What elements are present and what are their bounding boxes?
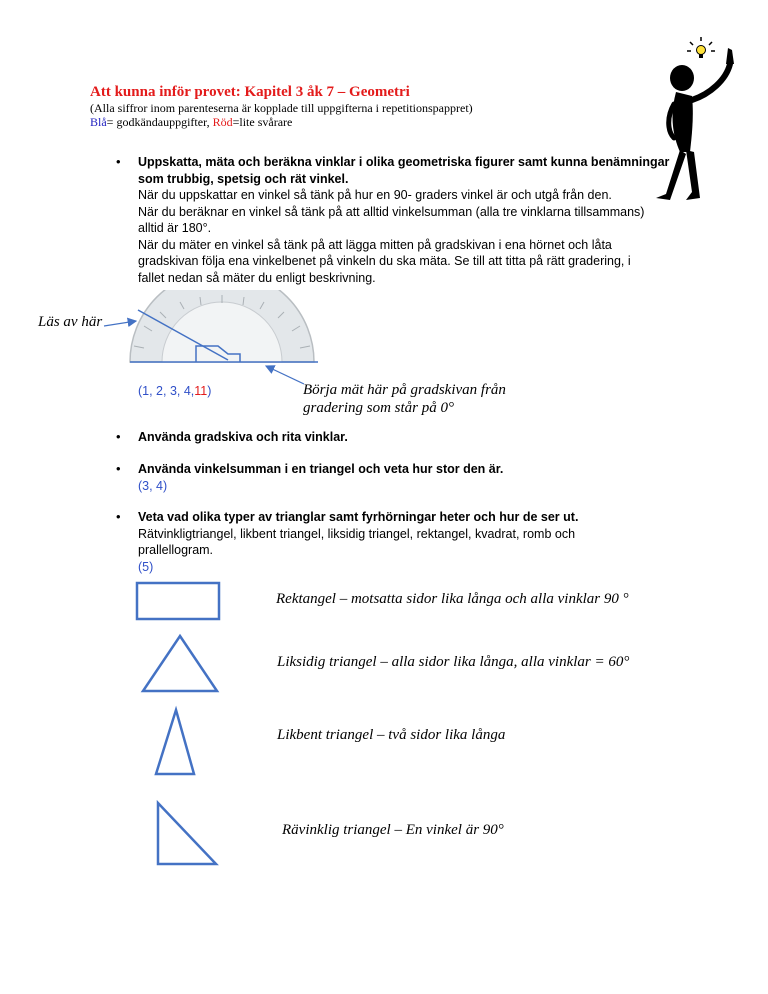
equilateral-triangle-shape: [143, 636, 217, 691]
section-4-refs: (5): [138, 559, 154, 574]
section-1-body-line: fallet nedan så mäter du enligt beskrivning.: [138, 270, 376, 285]
start-here-label: [303, 381, 506, 417]
read-here-label: Läs av här: [38, 314, 103, 330]
section-2-heading: Använda gradskiva och rita vinklar.: [138, 430, 348, 444]
refs-close: ): [207, 384, 212, 398]
section-1-heading-line2: som trubbig, spetsig och rät vinkel.: [138, 171, 349, 186]
refs-blue: (1, 2, 3, 4,: [138, 384, 195, 398]
section-1-heading-line1: Uppskatta, mäta och beräkna vinklar i olika geometriska figurer samt kunna benämningar: [138, 155, 670, 169]
right-triangle-shape: [158, 803, 216, 864]
rectangle-caption: Rektangel – motsatta sidor lika långa och alla vinklar 90 °: [276, 591, 629, 607]
section-shape-types: [138, 509, 698, 575]
bullet-1: •: [116, 154, 121, 169]
start-here-line2: gradering som står på 0°: [303, 400, 455, 416]
section-4-body-line1: Rätvinkligtriangel, likbent triangel, liksidig triangel, rektangel, kvadrat, romb och: [138, 526, 576, 541]
section-4-heading: Veta vad olika typer av trianglar samt fyrhörningar heter och hur de ser ut.: [138, 510, 579, 524]
legend-red-text: =lite svårare: [232, 115, 293, 129]
subtitle-note: (Alla siffror inom parenteserna är kopplade till uppgifterna i repetitionspappret): [90, 101, 473, 115]
section-measure-angles: [138, 154, 698, 286]
section-3-refs: (3, 4): [138, 478, 168, 493]
section-angle-sum: [138, 461, 698, 494]
isosceles-triangle-shape: [156, 710, 194, 774]
section-1-body-line: När du mäter en vinkel så tänk på att lägga mitten på gradskivan i ena hörnet och låta: [138, 237, 612, 252]
bullet-3: •: [116, 461, 121, 476]
section-1-body-line: alltid är 180°.: [138, 221, 212, 235]
legend-red-word: Röd: [212, 115, 233, 129]
refs-red: 11: [194, 384, 208, 398]
section-3-heading: Använda vinkelsumman i en triangel och veta hur stor den är.: [138, 462, 504, 476]
section-4-body-line2: prallellogram.: [138, 543, 214, 557]
lightbulb-icon: [687, 37, 715, 58]
shape-diagrams: [130, 578, 230, 868]
equilateral-caption: Liksidig triangel – alla sidor lika långa, alla vinklar = 60°: [277, 654, 630, 670]
section-1-refs: [138, 383, 211, 400]
legend-blue-text: = godkändauppgifter,: [106, 115, 213, 129]
protractor-diagram: [100, 290, 340, 386]
isosceles-caption: Likbent triangel – två sidor lika långa: [277, 727, 506, 743]
page-title: Att kunna inför provet: Kapitel 3 åk 7 – Geometri: [90, 84, 410, 100]
start-here-line1: Börja mät här på gradskivan från: [303, 382, 506, 398]
section-1-body-line: gradskivan följa ena vinkelbenet på vinkeln du ska mäta. Se till att titta på rätt gradering, i: [138, 254, 631, 268]
legend-blue-word: Blå: [90, 115, 107, 129]
section-1-body-line: När du uppskattar en vinkel så tänk på hur en 90- graders vinkel är och utgå från den.: [138, 188, 612, 202]
rectangle-shape: [137, 583, 219, 619]
bullet-4: •: [116, 509, 121, 524]
bullet-2: •: [116, 429, 121, 444]
section-1-body-line: När du beräknar en vinkel så tänk på att alltid vinkelsumman (alla tre vinklarna tillsammans): [138, 204, 645, 219]
color-legend: [90, 115, 292, 130]
right-triangle-caption: Rävinklig triangel – En vinkel är 90°: [282, 822, 504, 838]
